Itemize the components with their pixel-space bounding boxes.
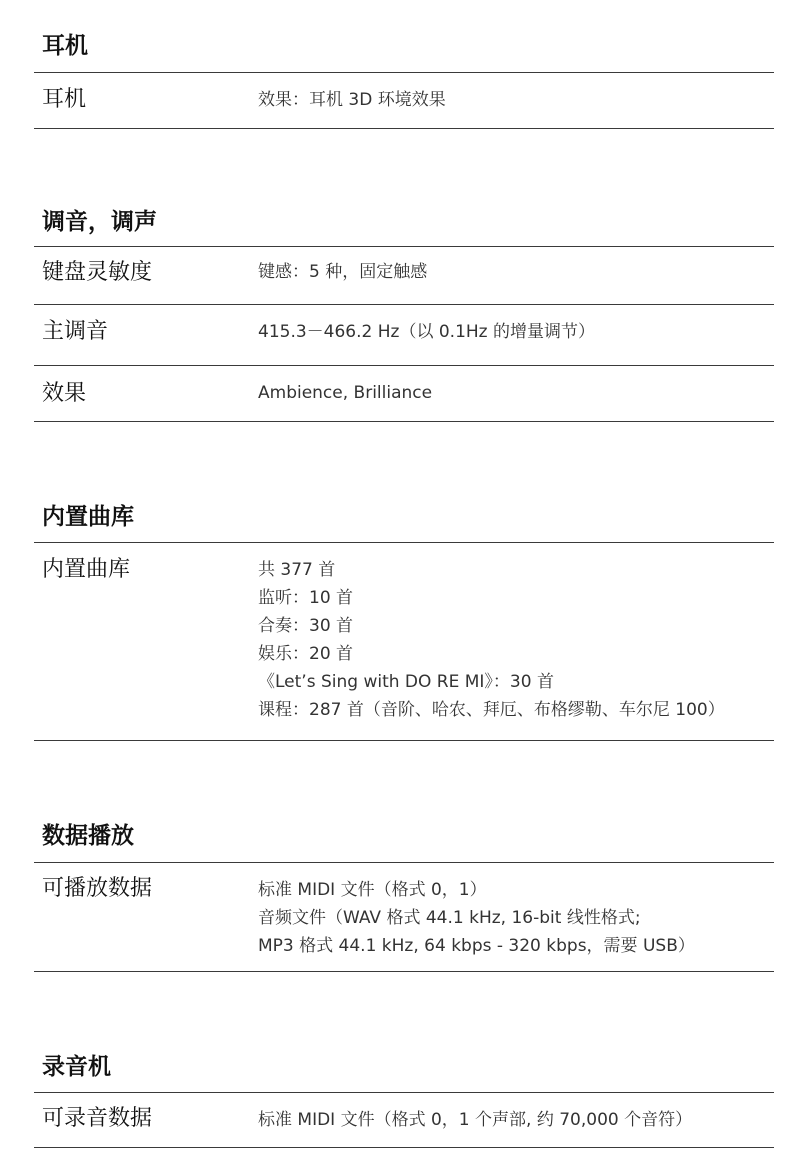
divider bbox=[34, 246, 774, 247]
value-line: Ambience, Brilliance bbox=[258, 383, 433, 403]
value-line: 标准 MIDI 文件（格式 0，1） bbox=[258, 880, 487, 900]
value-line: 音频文件（WAV 格式 44.1 kHz, 16-bit 线性格式; bbox=[258, 908, 641, 928]
divider bbox=[34, 862, 774, 863]
divider bbox=[34, 421, 774, 422]
value-line: 键感：5 种，固定触感 bbox=[258, 262, 428, 282]
value-line: 标准 MIDI 文件（格式 0，1 个声部, 约 70,000 个音符） bbox=[258, 1110, 693, 1130]
section-title: 调音，调声 bbox=[42, 209, 157, 235]
section-title: 内置曲库 bbox=[42, 504, 134, 530]
row-label: 键盘灵敏度 bbox=[42, 260, 153, 285]
divider bbox=[34, 1092, 774, 1093]
row-value bbox=[258, 86, 446, 114]
divider bbox=[34, 1147, 774, 1148]
row-label: 内置曲库 bbox=[42, 557, 131, 582]
row-label: 效果 bbox=[42, 381, 87, 406]
divider bbox=[34, 542, 774, 543]
value-line: 合奏：30 首 bbox=[258, 616, 354, 636]
value-line: MP3 格式 44.1 kHz, 64 kbps - 320 kbps，需要 USB） bbox=[258, 936, 695, 956]
row-value bbox=[258, 258, 427, 286]
row-label: 可播放数据 bbox=[42, 876, 153, 901]
row-label: 可录音数据 bbox=[42, 1106, 153, 1131]
value-line: 共 377 首 bbox=[258, 560, 336, 580]
divider bbox=[34, 72, 774, 73]
value-line: 监听：10 首 bbox=[258, 588, 354, 608]
value-line: 《Let’s Sing with DO RE MI》：30 首 bbox=[258, 672, 554, 692]
section-title: 录音机 bbox=[42, 1054, 111, 1080]
row-value bbox=[258, 318, 595, 346]
value-line: 娱乐：20 首 bbox=[258, 644, 354, 664]
row-value bbox=[258, 876, 695, 960]
row-label: 主调音 bbox=[42, 319, 109, 344]
value-line: 课程：287 首（音阶、哈农、拜厄、布格缪勒、车尔尼 100） bbox=[258, 700, 725, 720]
divider bbox=[34, 971, 774, 972]
divider bbox=[34, 128, 774, 129]
row-label: 耳机 bbox=[42, 87, 87, 112]
divider bbox=[34, 304, 774, 305]
row-value bbox=[258, 1106, 692, 1134]
row-value bbox=[258, 556, 725, 724]
divider bbox=[34, 365, 774, 366]
divider bbox=[34, 740, 774, 741]
row-value bbox=[258, 379, 432, 407]
section-title: 数据播放 bbox=[42, 823, 134, 849]
section-title: 耳机 bbox=[42, 33, 88, 59]
value-line: 415.3－466.2 Hz（以 0.1Hz 的增量调节） bbox=[258, 322, 595, 342]
value-line: 效果：耳机 3D 环境效果 bbox=[258, 90, 446, 110]
